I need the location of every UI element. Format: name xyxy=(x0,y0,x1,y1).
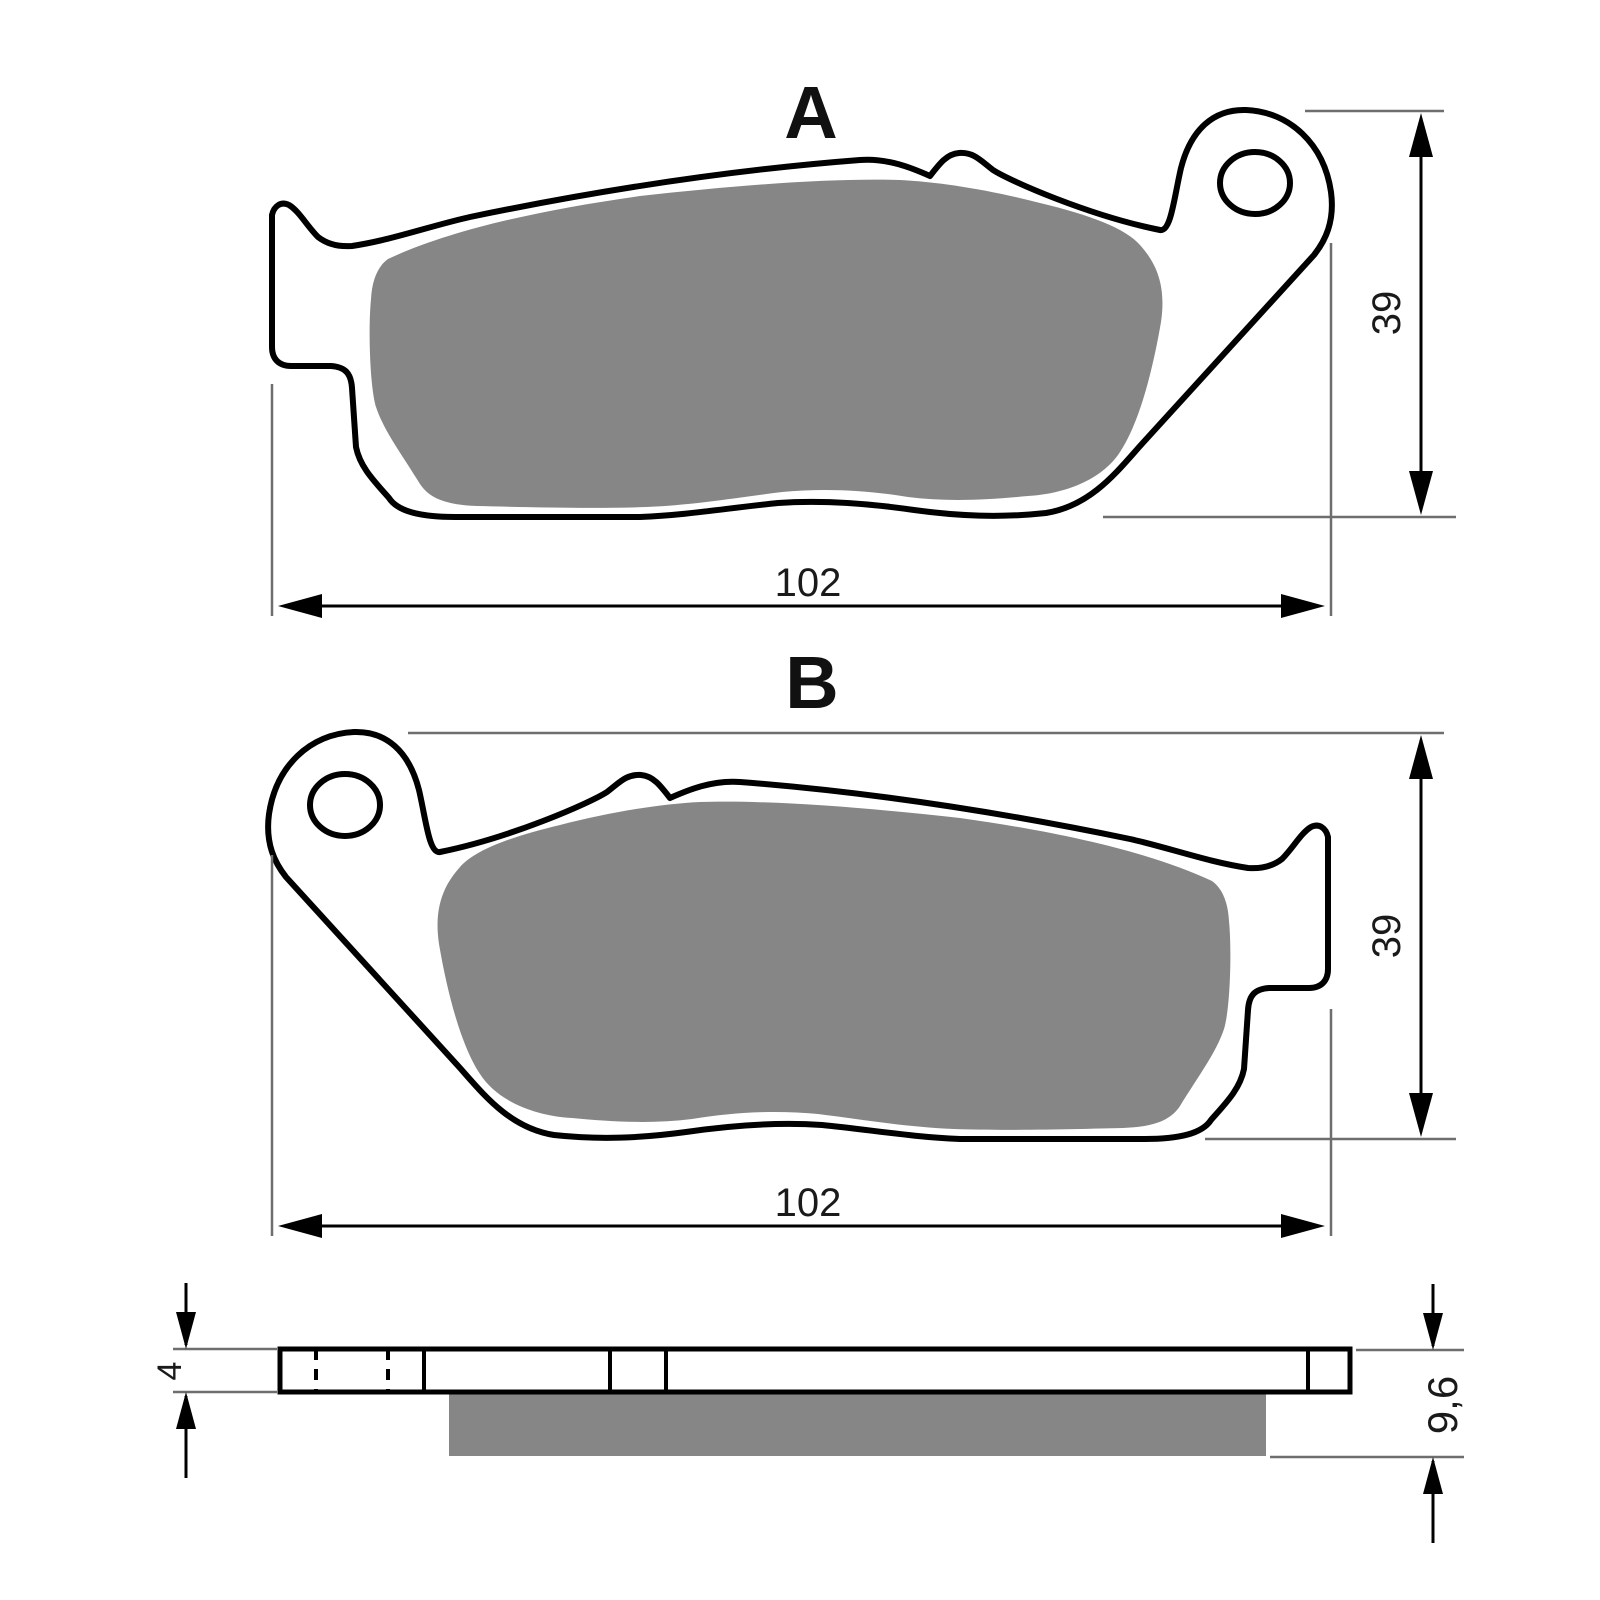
dim-a-height-value: 39 xyxy=(1365,290,1409,336)
pad-a-mounting-hole xyxy=(1220,152,1290,214)
dim-plate-thickness-value: 4 xyxy=(151,1361,189,1381)
dim-total-arrow-bottom xyxy=(1423,1457,1443,1494)
dim-a-width-arrow-left xyxy=(278,594,322,618)
dim-b-width-value: 102 xyxy=(774,1181,842,1225)
dim-a-width-arrow-right xyxy=(1281,594,1325,618)
side-friction-material xyxy=(449,1392,1266,1456)
dim-a-width-value: 102 xyxy=(774,561,842,605)
dim-b-height-arrow-top xyxy=(1409,735,1433,779)
dim-plate-arrow-top xyxy=(176,1312,196,1349)
dim-b-height-value: 39 xyxy=(1365,913,1409,959)
dim-total-arrow-top xyxy=(1423,1313,1443,1350)
dim-a-height-arrow-top xyxy=(1409,113,1433,157)
dim-plate-arrow-bottom xyxy=(176,1392,196,1429)
pad-b-shape xyxy=(268,732,1328,1139)
pad-b-friction-material xyxy=(438,802,1231,1130)
view-b xyxy=(268,641,1456,1238)
view-a xyxy=(272,71,1456,618)
view-a-label: A xyxy=(784,71,838,154)
view-side-profile xyxy=(151,1283,1466,1543)
pad-b-mounting-hole xyxy=(310,774,380,836)
side-backplate xyxy=(280,1349,1350,1392)
pad-a-friction-material xyxy=(370,180,1163,508)
view-b-label: B xyxy=(785,641,839,724)
dim-b-width-arrow-right xyxy=(1281,1214,1325,1238)
dim-a-height-arrow-bottom xyxy=(1409,471,1433,515)
dim-total-thickness-value: 9,6 xyxy=(1419,1375,1466,1435)
dim-b-width-arrow-left xyxy=(278,1214,322,1238)
dim-b-height-arrow-bottom xyxy=(1409,1093,1433,1137)
